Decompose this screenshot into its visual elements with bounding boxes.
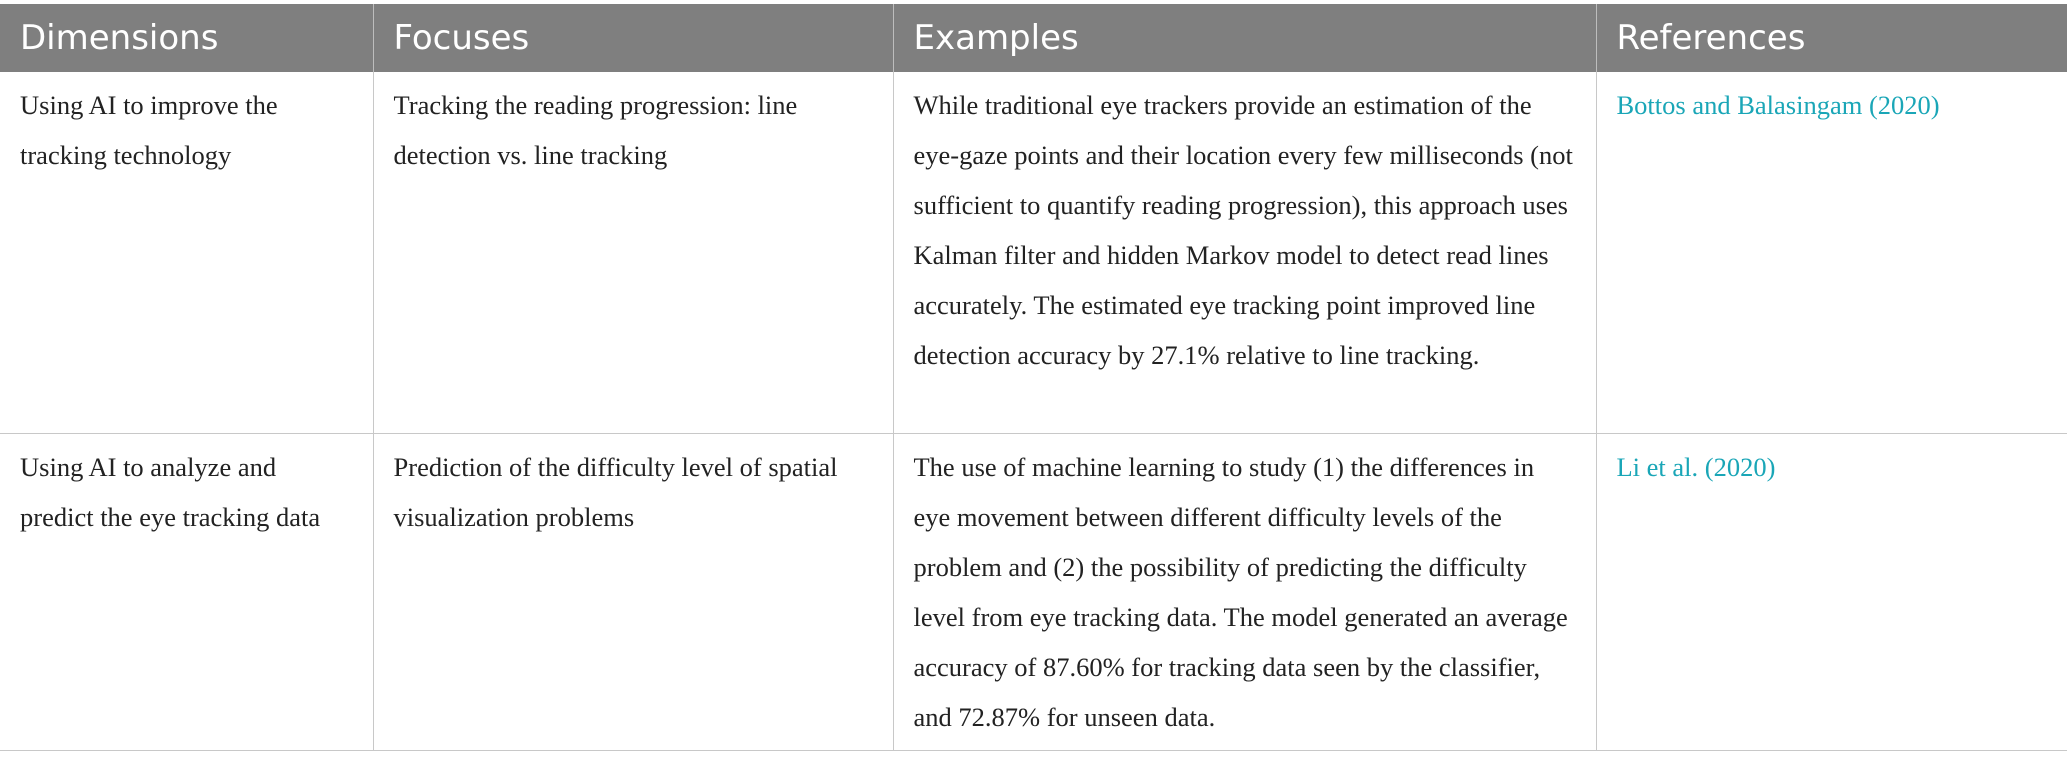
- table-header: [0, 4, 2067, 72]
- focus-cell: Prediction of the difficulty level of spatial visualization problems: [373, 433, 893, 750]
- reference-link[interactable]: Li et al. (2020): [1616, 451, 1776, 482]
- header-row: [0, 4, 2067, 72]
- example-cell: The use of machine learning to study (1) the differences in eye movement between different difficulty levels of the problem and (2) the possibility of predicting the difficulty level from eye tracking data. The model generated an average accuracy of 87.60% for tracking data seen by the classifier, and 72.87% for unseen data.: [893, 433, 1596, 750]
- dimension-cell: Using AI to analyze and predict the eye tracking data: [0, 433, 373, 750]
- focus-cell: Tracking the reading progression: line detection vs. line tracking: [373, 72, 893, 433]
- header-examples: Examples: [893, 4, 1596, 72]
- data-table: [0, 4, 2067, 751]
- table-body: [0, 72, 2067, 750]
- header-references: References: [1596, 4, 2067, 72]
- reference-cell: [1596, 433, 2067, 750]
- example-cell: While traditional eye trackers provide an estimation of the eye-gaze points and their location every few milliseconds (not sufficient to quantify reading progression), this approach uses Kalman filter and hidden Markov model to detect read lines accurately. The estimated eye tracking point improved line detection accuracy by 27.1% relative to line tracking.: [893, 72, 1596, 433]
- table-row: [0, 433, 2067, 750]
- header-focuses: Focuses: [373, 4, 893, 72]
- header-dimensions: Dimensions: [0, 4, 373, 72]
- reference-link[interactable]: Bottos and Balasingam (2020): [1616, 90, 1940, 120]
- table-row: [0, 72, 2067, 433]
- reference-cell: [1596, 72, 2067, 433]
- dimension-cell: Using AI to improve the tracking technology: [0, 72, 373, 433]
